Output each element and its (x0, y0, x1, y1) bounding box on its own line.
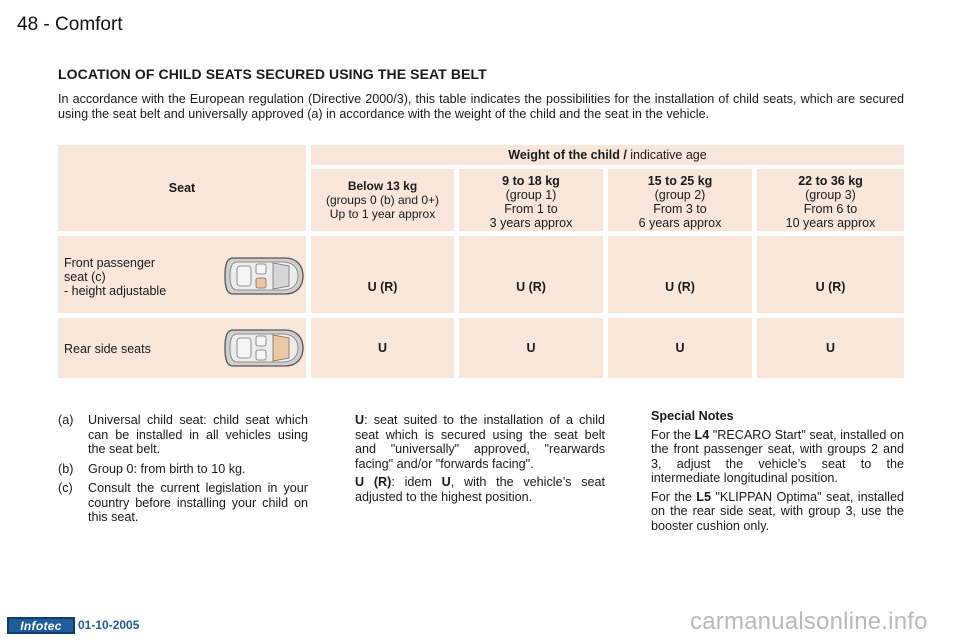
cell-value: U (377, 341, 388, 355)
page-number: 48 (17, 14, 39, 35)
column-header-2 (608, 169, 752, 231)
cell-value: U (675, 341, 685, 355)
legend-key: U (R) (355, 475, 392, 489)
legend-text: : idem (391, 475, 442, 489)
cell-value: U (R) (367, 280, 398, 294)
seat-header-cell (58, 145, 306, 231)
seat-header: Seat (168, 181, 196, 195)
car-front-seat-icon (223, 254, 305, 298)
page-header (17, 14, 123, 36)
cell-value: U (R) (665, 280, 695, 294)
column-line: 6 years approx (638, 216, 722, 230)
column-line: (group 2) (654, 188, 706, 202)
legend-ur (355, 475, 605, 504)
cell-rear-2 (608, 318, 752, 378)
cell-front-1 (459, 236, 603, 313)
note-text: For the (651, 489, 697, 504)
cell-value: U (526, 341, 536, 355)
weight-header-bold: Weight of the child / (508, 148, 627, 162)
header-separator: - (43, 14, 50, 35)
column-line: (groups 0 (b) and 0+) (325, 193, 440, 207)
column-line: From 3 to (653, 202, 707, 216)
weight-header-cell (311, 145, 904, 165)
column-header-0 (311, 169, 454, 231)
footer-date: 01-10-2005 (78, 618, 140, 632)
footnotes (58, 413, 308, 530)
footnote-marker: (a) (58, 413, 74, 427)
footnote-marker: (c) (58, 481, 73, 495)
row-label-front-passenger (58, 236, 306, 313)
column-title: 9 to 18 kg (502, 174, 560, 188)
column-title: 22 to 36 kg (798, 174, 863, 188)
cell-rear-0 (311, 318, 454, 378)
column-header-1 (459, 169, 603, 231)
column-line: 3 years approx (489, 216, 573, 230)
legend (355, 413, 605, 508)
cell-rear-1 (459, 318, 603, 378)
note-text: For the (651, 427, 695, 442)
column-line: (group 1) (505, 188, 557, 202)
row-label-text (64, 256, 166, 298)
weight-header-rest: indicative age (626, 148, 707, 162)
row-label-line: Rear side seats (64, 342, 151, 356)
footnote-c (58, 481, 308, 525)
special-notes-title: Special Notes (651, 409, 734, 423)
special-note-l5 (651, 490, 904, 534)
row-label-text (64, 342, 151, 356)
footnote-text: Group 0: from birth to 10 kg. (88, 461, 246, 476)
footnote-text: Universal child seat: child seat which can be installed in all vehicles using the seat belt. (88, 413, 308, 456)
row-label-rear-side (58, 318, 306, 378)
column-title: Below 13 kg (347, 179, 418, 193)
legend-u (355, 413, 605, 471)
row-label-line: - height adjustable (64, 284, 167, 298)
legend-key: U (355, 413, 365, 427)
column-line: From 6 to (803, 202, 858, 216)
footnote-b (58, 462, 308, 477)
cell-rear-3 (757, 318, 904, 378)
column-line: From 1 to (504, 202, 558, 216)
intro-paragraph: In accordance with the European regulation (Directive 2000/3), this table indicates the possibilities for the installation of child seats, which are secured using the seat belt and universally approved (a) in accordance with the weight of the child and the seat in the vehicle. (58, 92, 904, 121)
special-note-l4 (651, 428, 904, 486)
legend-key: U (441, 475, 451, 489)
cell-front-2 (608, 236, 752, 313)
cell-value: U (R) (815, 280, 846, 294)
cell-value: U (825, 341, 836, 355)
section-title: LOCATION OF CHILD SEATS SECURED USING THE SEAT BELT (58, 66, 487, 82)
logo-text: Infotec (20, 618, 62, 633)
cell-front-3 (757, 236, 904, 313)
note-text: "KLIPPAN Optima" seat, installed on the rear side seat, with group 3, use the booster cushion only. (651, 489, 904, 533)
footnote-marker: (b) (58, 461, 74, 476)
watermark: carmanualsonline.info (690, 608, 928, 635)
column-header-3 (757, 169, 904, 231)
legend-text: : seat suited to the installation of a child seat which is secured using the seat belt and "universally" approved, "rearwards facing" and/or "forwards facing". (355, 413, 605, 471)
cell-front-0 (311, 236, 454, 313)
row-label-line: Front passenger (64, 256, 156, 270)
chapter-title: Comfort (55, 14, 123, 35)
cell-value: U (R) (516, 280, 546, 294)
note-key: L4 (694, 427, 710, 442)
note-text: "RECARO Start" seat, installed on the front passenger seat, with groups 2 and 3, adjust the vehicle’s seat to the intermediate longitudinal position. (651, 427, 904, 485)
footnote-text: Consult the current legislation in your country before installing your child on this seat. (88, 481, 308, 524)
column-line: (group 3) (805, 188, 856, 202)
column-title: 15 to 25 kg (647, 174, 713, 188)
column-line: Up to 1 year approx (329, 207, 436, 221)
column-line: 10 years approx (785, 216, 876, 230)
car-rear-seat-icon (223, 326, 305, 370)
legend-text: , with the vehicle’s seat adjusted to the highest position. (355, 475, 605, 504)
note-key: L5 (696, 489, 711, 504)
infotec-logo (7, 617, 75, 634)
special-notes (651, 409, 904, 537)
row-label-line: seat (c) (64, 270, 106, 284)
footnote-a (58, 413, 308, 457)
